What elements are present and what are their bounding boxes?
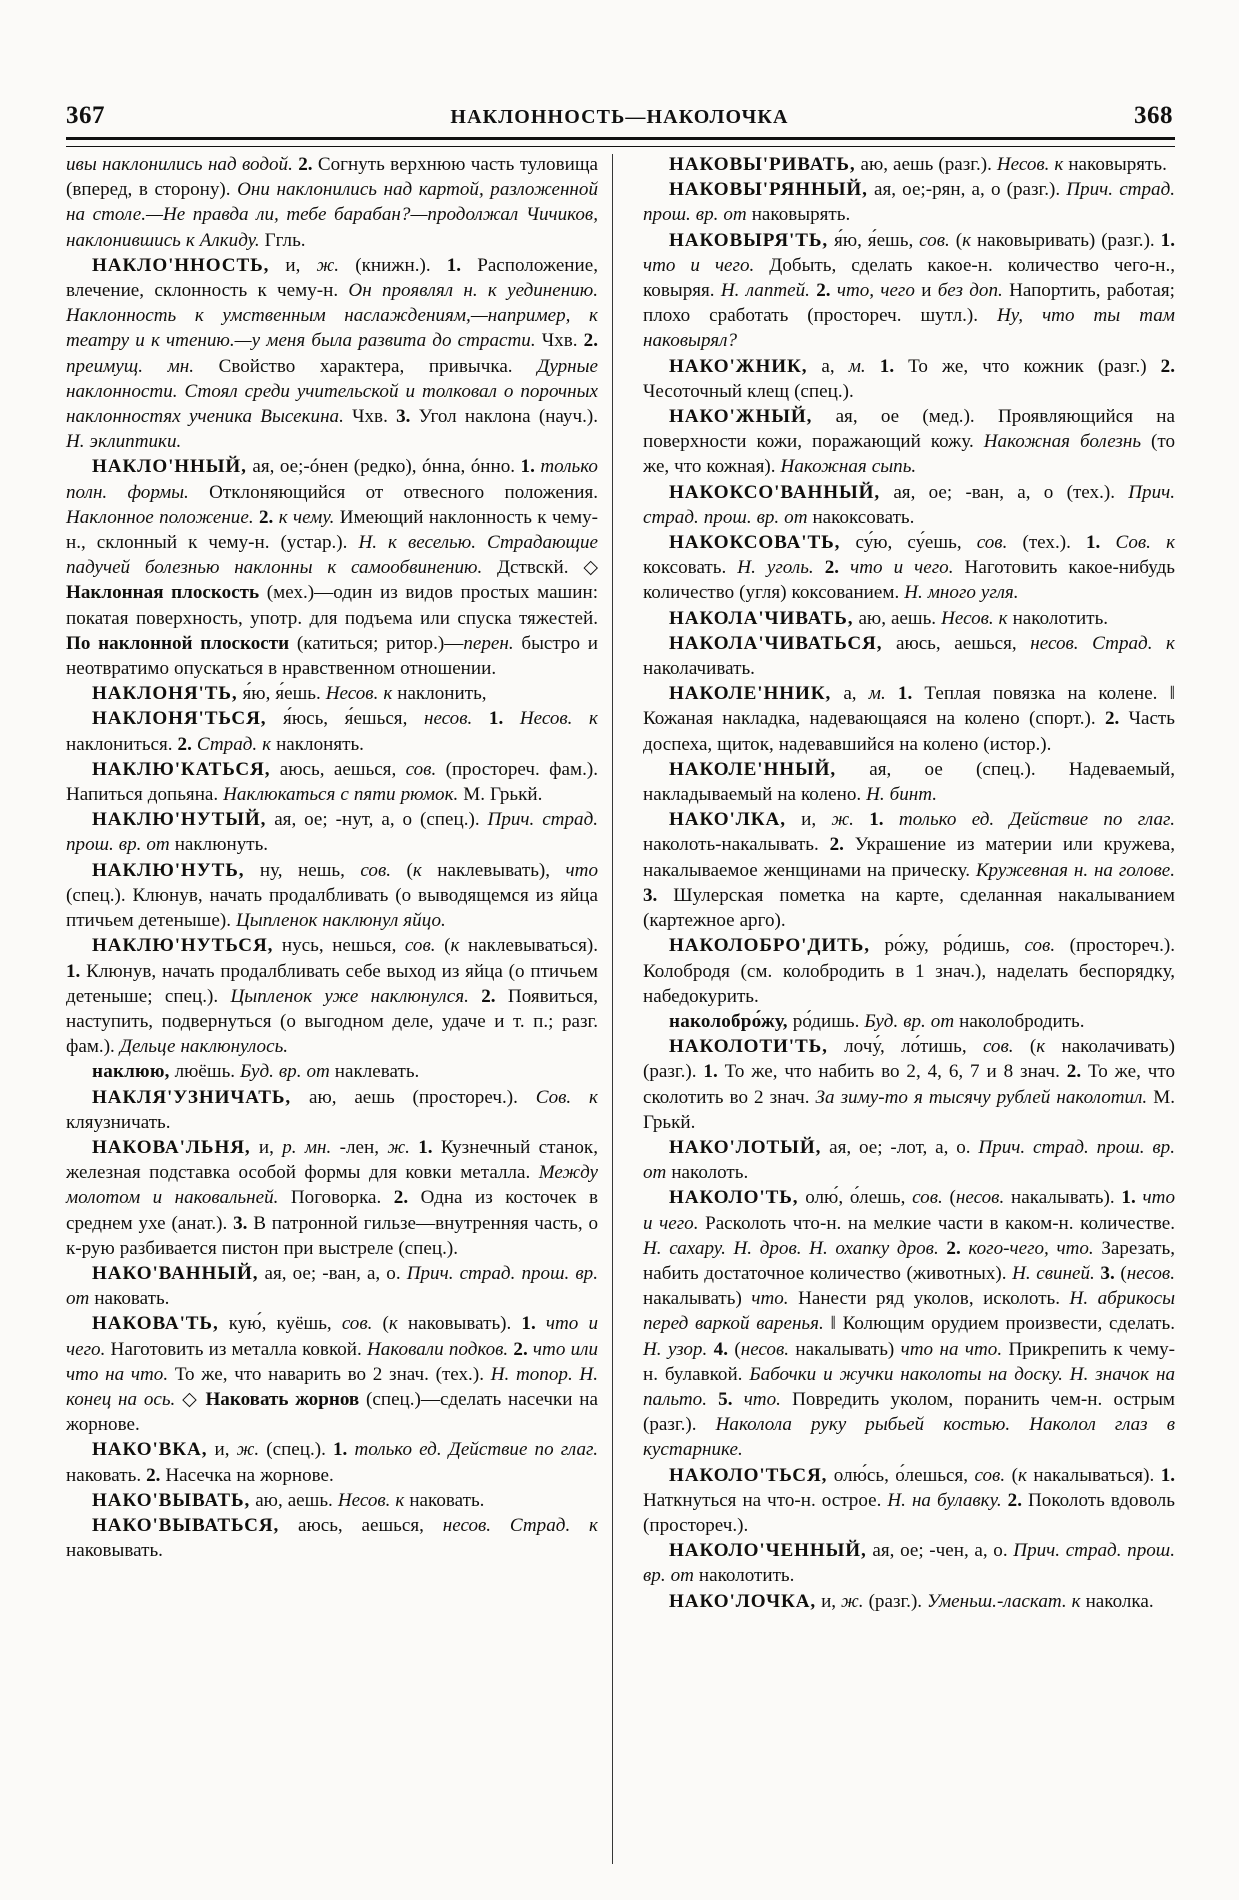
page-columns [66, 152, 1175, 1880]
dictionary-entry: НАКОЛОТИ'ТЬ, лочу́, ло́тишь, сов. (к наколачивать) (разг.). 1. То же, что набить во 2, 4, 6, 7 и 8 знач. 2. То же, что сколотить во 2 знач. За зиму-то я тысячу рублей наколотил. М. Грькй. [643, 1036, 1176, 1133]
dictionary-entry: НАКО'ВЫВАТЬСЯ, аюсь, аешься, несов. Страд. к наковывать. [66, 1514, 598, 1562]
dictionary-entry: НАКОВА'ТЬ, кую́, куёшь, сов. (к наковывать). 1. что и чего. Наготовить из металла ковкой. Наковали подков. 2. что или что на что. То же, что наварить во 2 знач. (тех.). Н. топор. Н. конец на ось. ◇ Наковать жорнов (спец.)—сделать насечки на жорнове. [66, 1313, 598, 1436]
dictionary-entry: НАКЛО'ННОСТЬ, и, ж. (книжн.). 1. Расположение, влечение, склонность к чему-н. Он проявлял н. к уединению. Наклонность к умственным наслаждениям,—например, к театру и к чтению.—у меня была развита до страсти. Чхв. 2. преимущ. мн. Свойство характера, привычка. Дурные наклонности. Стоял среди учительской и толковал о порочных наклонностях ученика Высекина. Чхв. 3. Угол наклона (науч.). Н. эклиптики. [66, 254, 599, 453]
dictionary-entry: НАКОЛО'ТЬСЯ, олю́сь, о́лешься, сов. (к накалываться). 1. Наткнуться на что-н. острое. Н. на булавку. 2. Поколоть вдоволь (простореч.). [643, 1464, 1176, 1536]
dictionary-entry: НАКО'ВАННЫЙ, ая, ое; -ван, а, о. Прич. страд. прош. вр. от наковать. [66, 1262, 598, 1310]
dictionary-entry: НАКО'ЛОЧКА, и, ж. (разг.). Уменьш.-ласкат. к наколка. [669, 1590, 1154, 1612]
dictionary-entry: НАКО'ЖНЫЙ, ая, ое (мед.). Проявляющийся на поверхности кожи, поражающий кожу. Накожная болезнь (то же, что кожная). Накожная сыпь. [643, 406, 1175, 478]
folio-right: 368 [1133, 102, 1173, 129]
dictionary-entry: НАКЛЮ'НУТЬ, ну, нешь, сов. (к наклевывать), что (спец.). Клюнув, начать продалбливать (о выводящемся из яйца птичьем детеныше). Цыпленок наклюнул яйцо. [66, 859, 598, 932]
dictionary-entry: наколобро́жу, ро́дишь. Буд. вр. от наколобродить. [669, 1010, 1085, 1032]
running-head [66, 88, 1173, 128]
running-head-title: НАКЛОННОСТЬ—НАКОЛОЧКА [450, 106, 789, 128]
dictionary-entry: НАКОКСОВА'ТЬ, су́ю, су́ешь, сов. (тех.). 1. Сов. к коксовать. Н. уголь. 2. что и чего. Наготовить какое-нибудь количество (угля) коксованием. Н. много угля. [643, 532, 1176, 604]
dictionary-entry: НАКЛЮ'НУТЫЙ, ая, ое; -нут, а, о (спец.). Прич. страд. прош. вр. от наклюнуть. [66, 809, 598, 856]
dictionary-entry: НАКОЛЕ'ННЫЙ, ая, ое (спец.). Надеваемый, накладываемый на колено. Н. бинт. [643, 758, 1175, 806]
dictionary-entry: НАКО'ВКА, и, ж. (спец.). 1. только ед. Действие по глаг. наковать. 2. Насечка на жорнове. [66, 1439, 598, 1486]
dictionary-entry: НАКОВА'ЛЬНЯ, и, р. мн. -лен, ж. 1. Кузнечный станок, железная подставка особой формы для ковки металла. Между молотом и наковальней. Поговорка. 2. Одна из косточек в среднем ухе (анат.). 3. В патронной гильзе—внутренняя часть, о к-рую разбивается пистон при выстреле (спец.). [66, 1136, 599, 1259]
folio-left: 367 [66, 102, 105, 129]
dictionary-entry: НАКОВЫРЯ'ТЬ, я́ю, я́ешь, сов. (к наковыривать) (разг.). 1. что и чего. Добыть, сделать какое-н. количество чего-н., ковыряя. Н. лаптей. 2. что, чего и без доп. Напортить, работая; плохо сработать (простореч. шутл.). Ну, что ты там наковырял? [643, 229, 1175, 352]
column-left [66, 152, 612, 1880]
dictionary-entry: НАКОВЫ'РЯННЫЙ, ая, ое;-рян, а, о (разг.). Прич. страд. прош. вр. от наковырять. [643, 179, 1175, 226]
dictionary-entry: НАКЛЮ'НУТЬСЯ, нусь, нешься, сов. (к наклевываться). 1. Клюнув, начать продалбливать себе выход из яйца (о птичьем детеныше; спец.). Цыпленок уже наклюнулся. 2. Появиться, наступить, подвернуться (о выгодном деле, удаче и т. п.; разг. фам.). Дельце наклюнулось. [66, 935, 598, 1058]
dictionary-entry: НАКЛЮ'КАТЬСЯ, аюсь, аешься, сов. (простореч. фам.). Напиться допьяна. Наклюкаться с пяти рюмок. М. Грькй. [66, 758, 598, 806]
dictionary-entry: НАКЛОНЯ'ТЬ, я́ю, я́ешь. Несов. к наклонить, [92, 683, 487, 705]
dictionary-entry: НАКОЛО'ТЬ, олю́, о́лешь, сов. (несов. накалывать). 1. что и чего. Расколоть что-н. на мелкие части в каком-н. количестве. Н. сахару. Н. дров. Н. охапку дров. 2. кого-чего, что. Зарезать, набить достаточное количество (животных). Н. свиней. 3. (несов. накалывать) что. Нанести ряд уколов, исколоть. Н. абрикосы перед варкой варенья. ‖ Колющим орудием произвести, сделать. Н. узор. 4. (несов. накалывать) что на что. Прикрепить к чему-н. булавкой. Бабочки и жучки наколоты на доску. Н. значок на пальто. 5. что. Повредить уколом, поранить чем-н. острым (разг.). Наколола руку рыбьей костью. Наколол глаз в кустарнике. [643, 1187, 1176, 1461]
dictionary-entry: НАКОЛА'ЧИВАТЬСЯ, аюсь, аешься, несов. Страд. к наколачивать. [643, 632, 1175, 680]
dictionary-entry: НАКО'ЛОТЫЙ, ая, ое; -лот, а, о. Прич. страд. прош. вр. от наколоть. [643, 1136, 1175, 1184]
dictionary-entry: НАКОКСО'ВАННЫЙ, ая, ое; -ван, а, о (тех.). Прич. страд. прош. вр. от накоксовать. [643, 481, 1175, 528]
dictionary-entry: НАКЛЯ'УЗНИЧАТЬ, аю, аешь (простореч.). Сов. к кляузничать. [66, 1086, 598, 1133]
dictionary-entry: НАКОЛЕ'ННИК, а, м. 1. Теплая повязка на колене. ‖ Кожаная накладка, надевающаяся на колено (спорт.). 2. Часть доспеха, щиток, надевавшийся на колено (истор.). [643, 683, 1175, 755]
dictionary-entry: НАКО'ЛКА, и, ж. 1. только ед. Действие по глаг. наколоть-накалывать. 2. Украшение из материи или кружева, накалываемое женщинами на прическу. Кружевная н. на голове. 3. Шулерская пометка на карте, сделанная накалыванием (картежное арго). [643, 809, 1175, 932]
header-rule [66, 137, 1175, 147]
dictionary-entry: НАКЛО'ННЫЙ, ая, ое;-óнен (редко), óнна, óнно. 1. только полн. формы. Отклоняющийся от отвесного положения. Наклонное положение. 2. к чему. Имеющий наклонность к чему-н., склонный к чему-н. (устар.). Н. к веселью. Страдающие падучей болезнью наклонны к самообвинению. Дствскй. ◇ Наклонная плоскость (мех.)—один из видов простых машин: покатая поверхность, употр. для подъема или спуска тяжестей. По наклонной плоскости (катиться; ритор.)—перен. быстро и неотвратимо опускаться в нравственном отношении. [66, 456, 599, 680]
column-right [613, 152, 1175, 1880]
dictionary-entry: НАКОЛА'ЧИВАТЬ, аю, аешь. Несов. к наколотить. [669, 607, 1109, 629]
dictionary-entry: наклюю, люёшь. Буд. вр. от наклевать. [92, 1061, 420, 1083]
dictionary-entry: НАКО'ЖНИК, а, м. 1. То же, что кожник (разг.) 2. Чесоточный клещ (спец.). [643, 355, 1175, 402]
dictionary-entry: НАКОЛОБРО'ДИТЬ, ро́жу, ро́дишь, сов. (простореч.). Колобродя (см. колобродить в 1 знач.), наделать беспорядку, набедокурить. [643, 935, 1175, 1007]
dictionary-entry: НАКОЛО'ЧЕННЫЙ, ая, ое; -чен, а, о. Прич. страд. прош. вр. от наколотить. [643, 1540, 1175, 1587]
dictionary-entry: НАКОВЫ'РИВАТЬ, аю, аешь (разг.). Несов. к наковырять. [669, 154, 1167, 175]
entry-continuation: ивы наклонились над водой. 2. Согнуть верхнюю часть туловища (вперед, в сторону). Они наклонились над картой, разложенной на столе.—Не правда ли, тебе барабан?—продолжал Чичиков, наклонившись к Алкиду. Ггль. [66, 154, 599, 251]
dictionary-entry: НАКО'ВЫВАТЬ, аю, аешь. Несов. к наковать. [92, 1489, 485, 1511]
dictionary-entry: НАКЛОНЯ'ТЬСЯ, я́юсь, я́ешься, несов. 1. Несов. к наклониться. 2. Страд. к наклонять. [66, 708, 598, 755]
